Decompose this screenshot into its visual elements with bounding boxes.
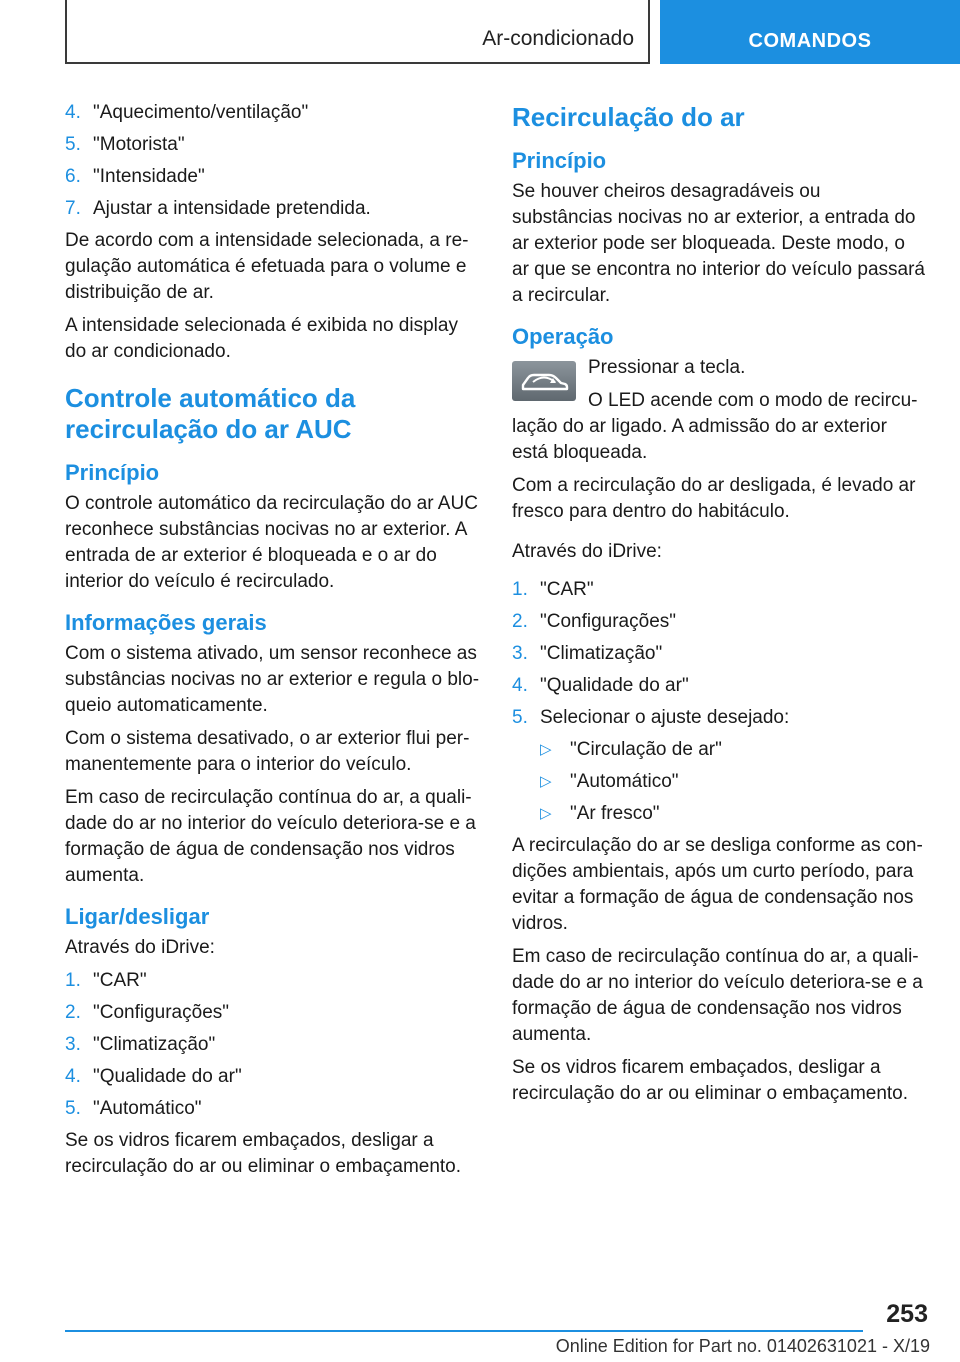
list-item: 7. Ajustar a intensidade pretendida. bbox=[65, 198, 371, 219]
steps-list bbox=[512, 577, 926, 827]
left-column bbox=[65, 100, 479, 1187]
operation-row bbox=[512, 355, 926, 414]
list-item: 5. "Automático" bbox=[65, 1098, 202, 1119]
paragraph: Se os vidros ficarem embaçados, desligar a recirculação do ar ou eliminar o embaçamento. bbox=[512, 1057, 909, 1104]
list-item: 3. "Climatização" bbox=[65, 1034, 216, 1055]
heading-ligar-desligar: Ligar/desligar bbox=[65, 904, 210, 929]
footer-divider bbox=[65, 1330, 863, 1332]
right-column bbox=[512, 100, 926, 1114]
paragraph: O controle automático da recirculação do ar AUC reconhece substâncias nocivas no ar exterior. A entrada de ar exterior é bloqueada e o ar do interior do veículo é recirculado. bbox=[65, 493, 478, 592]
heading-operacao: Operação bbox=[512, 324, 614, 349]
list-item: 1. "CAR" bbox=[512, 579, 594, 600]
paragraph: Se os vidros ficarem embaçados, desligar a recirculação do ar ou eliminar o embaçamento. bbox=[65, 1130, 462, 1177]
list-item: 4. "Qualidade do ar" bbox=[65, 1066, 242, 1087]
section-title: Ar-condicionado bbox=[482, 27, 634, 50]
paragraph: Com o sistema desativado, o ar exterior flui permanentemente para o interior do veículo. bbox=[65, 728, 470, 775]
paragraph: Com a recirculação do ar desligada, é levado ar fresco para dentro do habitáculo. bbox=[512, 475, 916, 522]
paragraph: Através do iDrive: bbox=[65, 937, 215, 958]
paragraph: De acordo com a intensidade selecionada, a regulação automática é efetuada para o volume e distribuição de ar. bbox=[65, 230, 469, 303]
steps-list-top bbox=[65, 100, 479, 222]
paragraph: Em caso de recirculação contínua do ar, a qualidade do ar no interior do veículo deteriora-se e a formação de água de condensação nos vidros aumenta. bbox=[512, 946, 923, 1045]
paragraph: Com o sistema ativado, um sensor reconhece as substâncias nocivas no ar exterior e regula o bloqueio automaticamente. bbox=[65, 643, 480, 716]
paragraph: lação do ar ligado. A admissão do ar exterior está bloqueada. bbox=[512, 416, 887, 463]
list-item: ▷ "Circulação de ar" bbox=[540, 737, 926, 763]
options-list bbox=[540, 737, 926, 827]
paragraph: O LED acende com o modo de recircu- bbox=[588, 390, 918, 411]
steps-list-ligar bbox=[65, 968, 479, 1122]
heading-informacoes-gerais: Informações gerais bbox=[65, 610, 267, 635]
list-item: ▷ "Automático" bbox=[540, 769, 926, 795]
paragraph: Através do iDrive: bbox=[512, 541, 662, 562]
paragraph: Em caso de recirculação contínua do ar, a qualidade do ar no interior do veículo deteriora-se e a formação de água de condensação nos vidros aumenta. bbox=[65, 787, 476, 886]
heading-recirculacao: Recirculação do ar bbox=[512, 102, 745, 132]
chapter-tab[interactable]: COMANDOS bbox=[660, 0, 960, 64]
list-item: 5. "Motorista" bbox=[65, 134, 185, 155]
paragraph: A intensidade selecionada é exibida no display do ar condicionado. bbox=[65, 315, 458, 362]
list-item: 4. "Aquecimento/ventilação" bbox=[65, 102, 309, 123]
list-item: 6. "Intensidade" bbox=[65, 166, 205, 187]
list-item: ▷ "Ar fresco" bbox=[540, 801, 926, 827]
heading-principio: Princípio bbox=[512, 148, 607, 173]
list-item: 2. "Configurações" bbox=[65, 1002, 230, 1023]
list-item: 5. Selecionar o ajuste desejado: ▷ "Circulação de ar" ▷ "Automático" ▷ "Ar fresco" bbox=[512, 705, 926, 827]
triangle-bullet-icon: ▷ bbox=[540, 805, 552, 822]
paragraph: Se houver cheiros desagradáveis ou substâncias nocivas no ar exterior, a entrada do ar exterior pode ser bloqueada. Deste modo, o ar que se encontra no interior do veículo passará a recircular. bbox=[512, 181, 925, 306]
heading-principio: Princípio bbox=[65, 460, 160, 485]
paragraph: A recirculação do ar se desliga conforme as condições ambientais, após um curto período, para evitar a formação de água de condensação nos vidros. bbox=[512, 835, 923, 934]
list-item: 4. "Qualidade do ar" bbox=[512, 675, 689, 696]
footer-edition: Online Edition for Part no. 01402631021 - X/19 bbox=[555, 1336, 930, 1356]
page-number: 253 bbox=[886, 1300, 928, 1328]
list-item: 3. "Climatização" bbox=[512, 643, 663, 664]
recirculation-car-icon bbox=[512, 361, 576, 401]
triangle-bullet-icon: ▷ bbox=[540, 741, 552, 758]
paragraph: Pressionar a tecla. bbox=[588, 357, 746, 378]
list-item: 1. "CAR" bbox=[65, 970, 147, 991]
heading-auc: Controle automático da recirculação do ar AUC bbox=[65, 383, 356, 444]
triangle-bullet-icon: ▷ bbox=[540, 773, 552, 790]
list-item: 2. "Configurações" bbox=[512, 611, 677, 632]
